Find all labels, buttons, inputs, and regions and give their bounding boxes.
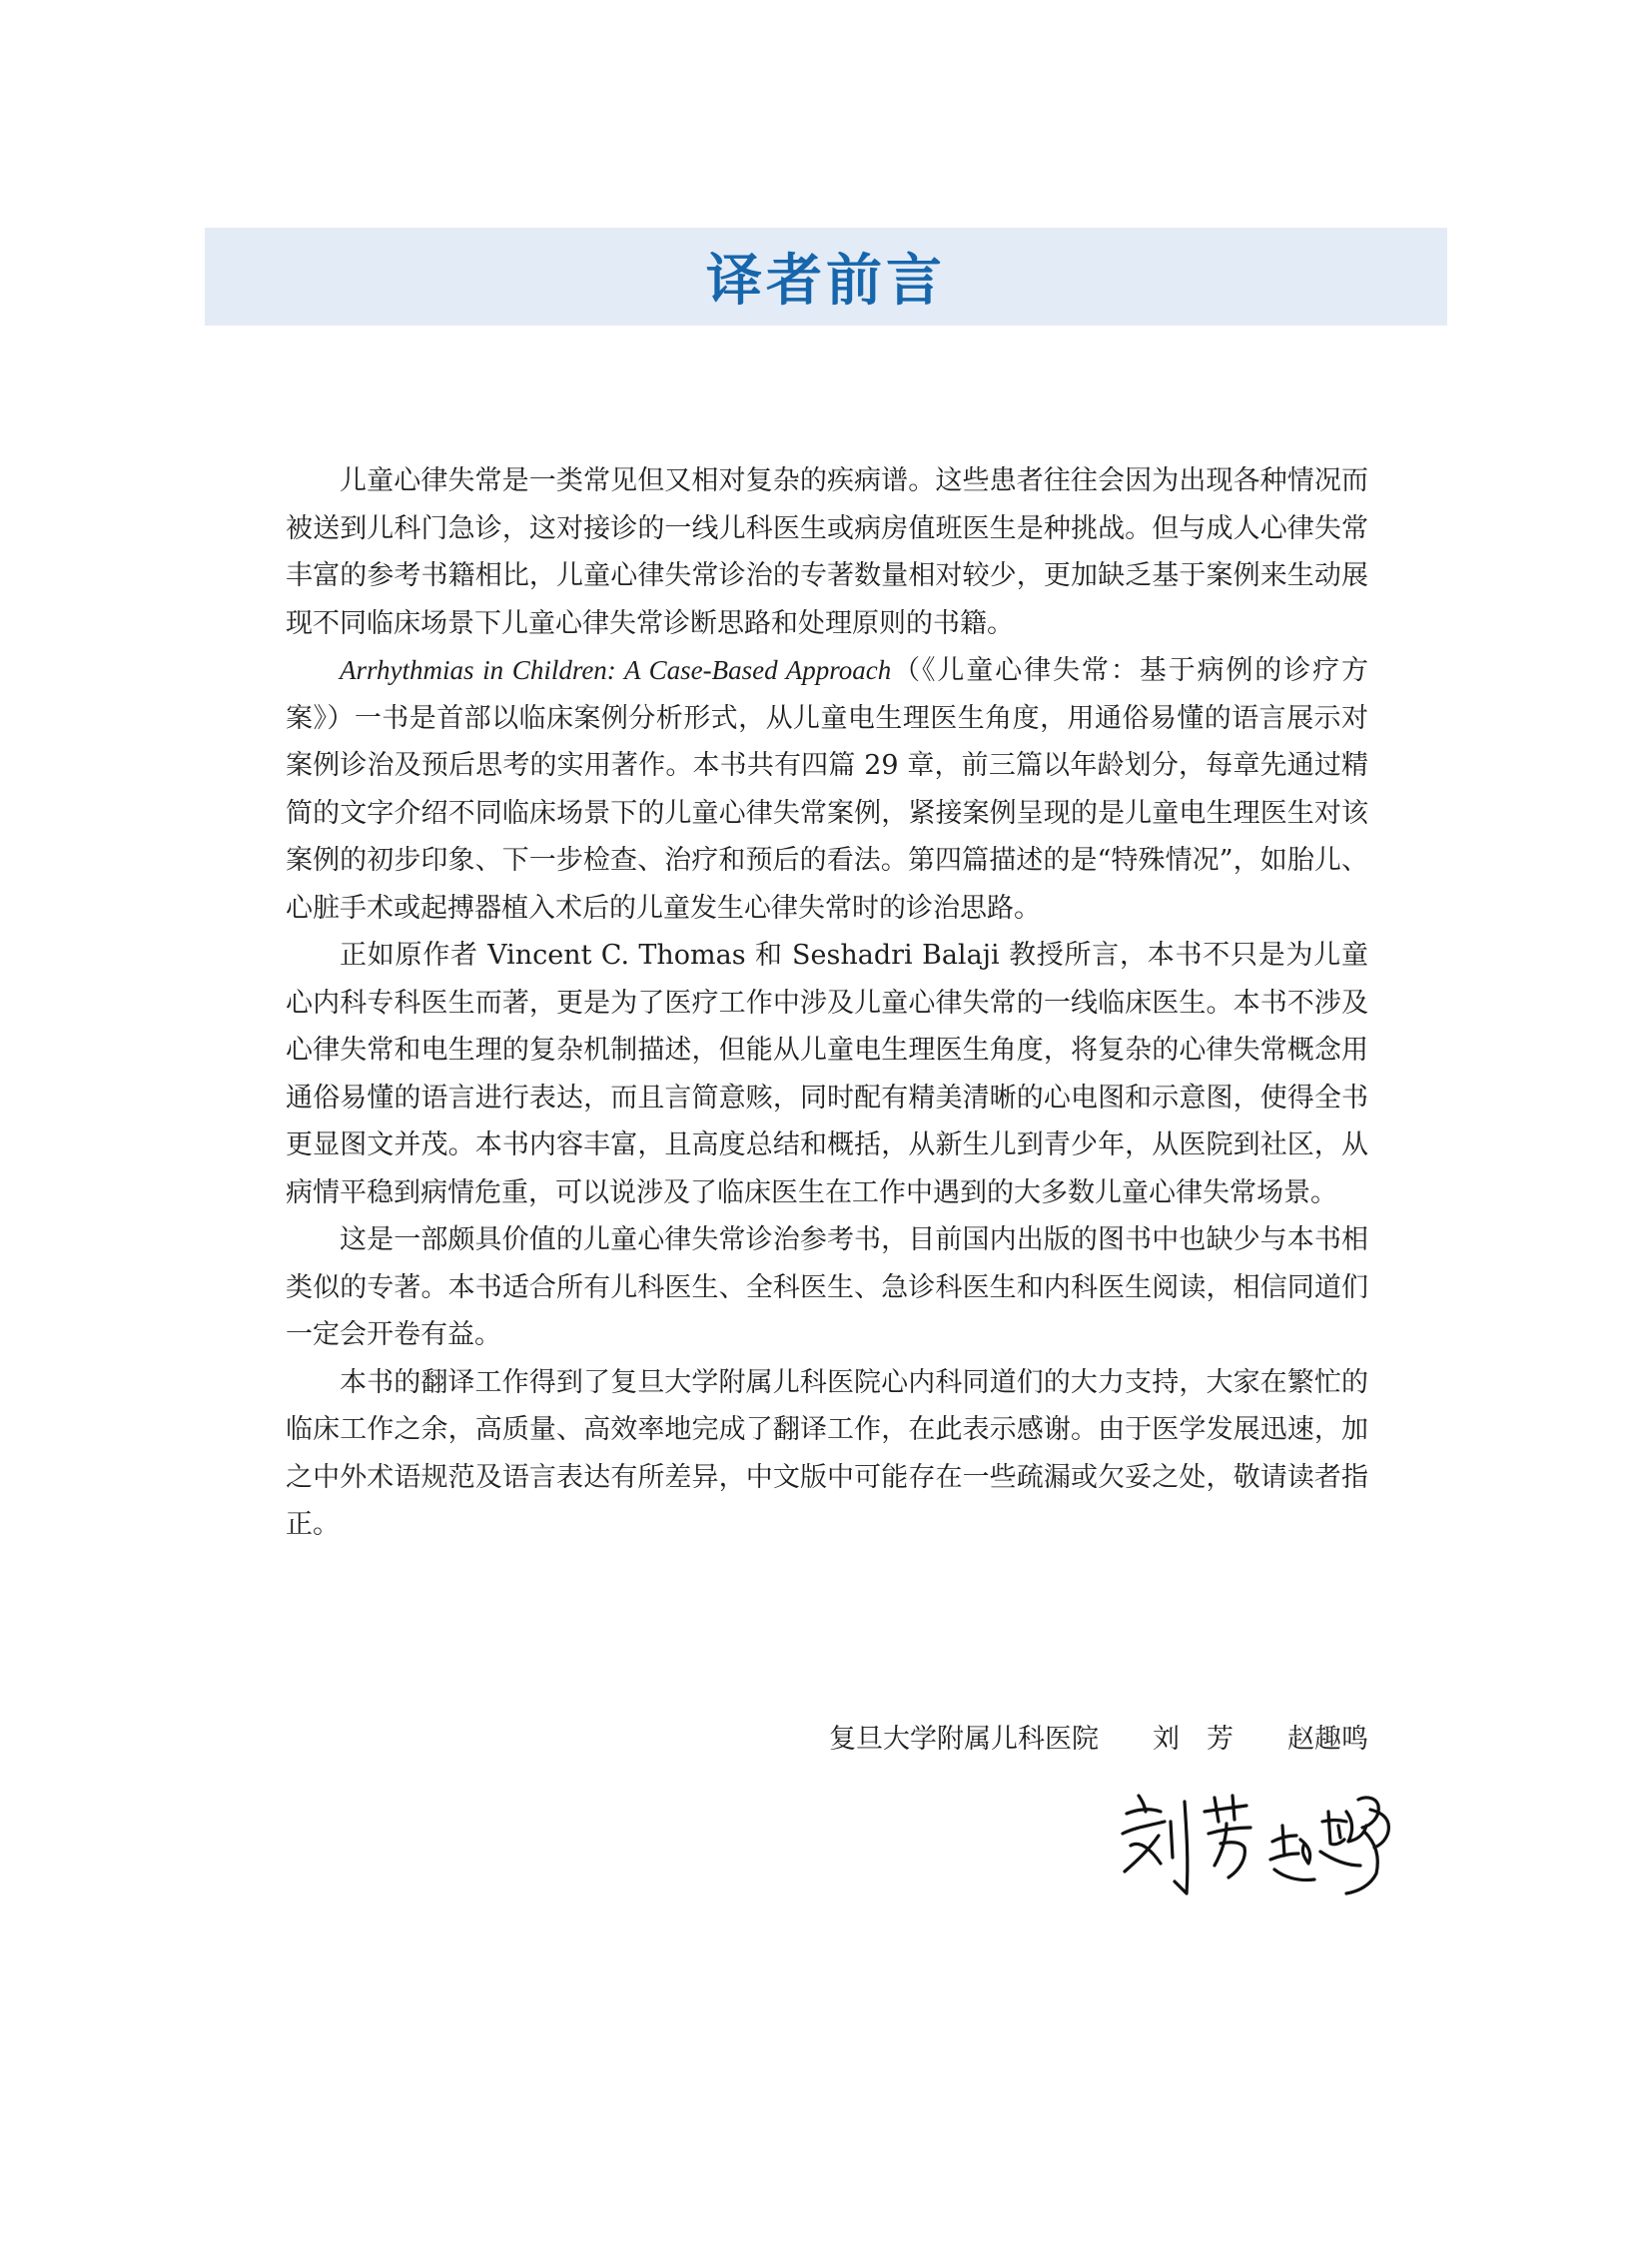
translator-name-1: 刘 芳 <box>1153 1724 1234 1755</box>
preface-paragraph-3: 正如原作者 Vincent C. Thomas 和 Seshadri Balaji 教授所言，本书不只是为儿童心内科专科医生而著，更是为了医疗工作中涉及儿童心律失常的一线临床医生。本书不涉及心律失常和电生理的复杂机制描述，但能从儿童电生理医生角度，将复杂的心律失常概念用通俗易懂的语言进行表达，而且言简意赅，同时配有精美清晰的心电图和示意图，使得全书更显图文并茂。本书内容丰富，且高度总结和概括，从新生儿到青少年，从医院到社区，从病情平稳到病情危重，可以说涉及了临床医生在工作中遇到的大多数儿童心律失常场景。 <box>286 940 1368 1208</box>
preface-paragraph-2 <box>286 647 1368 932</box>
translator-name-2: 赵趣鸣 <box>1287 1724 1368 1755</box>
preface-paragraph-4: 这是一部颇具价值的儿童心律失常诊治参考书，目前国内出版的图书中也缺少与本书相类似的专著。本书适合所有儿科医生、全科医生、急诊科医生和内科医生阅读，相信同道们一定会开卷有益。 <box>286 1224 1368 1350</box>
book-title-english: Arrhythmias in Children: A Case-Based Approach <box>340 655 892 685</box>
handwritten-signature <box>1109 1782 1398 1901</box>
signature-line <box>829 1716 1368 1763</box>
title-banner <box>205 228 1447 326</box>
preface-body <box>286 457 1368 1549</box>
preface-paragraph-1: 儿童心律失常是一类常见但又相对复杂的疾病谱。这些患者往往会因为出现各种情况而被送到儿科门急诊，这对接诊的一线儿科医生或病房值班医生是种挑战。但与成人心律失常丰富的参考书籍相比，儿童心律失常诊治的专著数量相对较少，更加缺乏基于案例来生动展现不同临床场景下儿童心律失常诊断思路和处理原则的书籍。 <box>286 465 1368 639</box>
preface-paragraph-5: 本书的翻译工作得到了复旦大学附属儿科医院心内科同道们的大力支持，大家在繁忙的临床工作之余，高质量、高效率地完成了翻译工作，在此表示感谢。由于医学发展迅速，加之中外术语规范及语言表达有所差异，中文版中可能存在一些疏漏或欠妥之处，敬请读者指正。 <box>286 1366 1368 1540</box>
preface-paragraph-2-text: （《儿童心律失常：基于病例的诊疗方案》）一书是首部以临床案例分析形式，从儿童电生理医生角度，用通俗易懂的语言展示对案例诊治及预后思考的实用著作。本书共有四篇 29 章，前三篇以年龄划分，每章先通过精简的文字介绍不同临床场景下的儿童心律失常案例，紧接案例呈现的是儿童电生理医生对该案例的初步印象、下一步检查、治疗和预后的看法。第四篇描述的是“特殊情况”，如胎儿、心脏手术或起搏器植入术后的儿童发生心律失常时的诊治思路。 <box>286 655 1368 924</box>
page-title: 译者前言 <box>706 249 946 314</box>
institution-name: 复旦大学附属儿科医院 <box>829 1724 1099 1755</box>
